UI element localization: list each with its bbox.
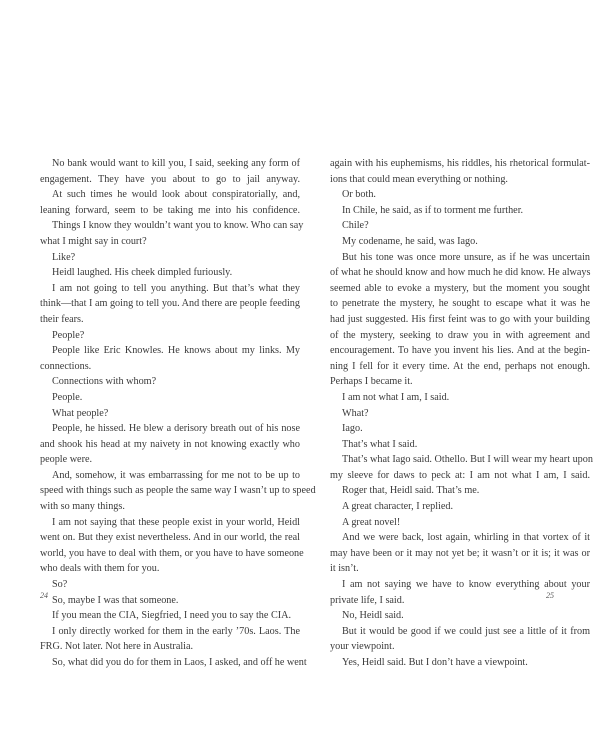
text-line: People like Eric Knowles. He knows about my links. My	[52, 345, 300, 357]
left-page-number: 24	[40, 591, 48, 600]
text-line: encouragement. To have you invent his lies. And at the begin-	[330, 345, 590, 357]
text-line: That’s what Iago said. Othello. But I will wear my heart upon	[342, 454, 593, 466]
text-line: and shook his head at my naivety in not knowing exactly who	[40, 438, 300, 450]
text-line: I am not going to tell you anything. But that’s what they	[52, 282, 300, 294]
text-line: Chile?	[342, 220, 369, 232]
text-line: Heidl laughed. His cheek dimpled furiously.	[52, 267, 233, 279]
text-line: Things I know they wouldn’t want you to know. Who can say	[52, 220, 304, 232]
text-line: leaning forward, seem to be taking me into his confidence.	[40, 204, 300, 216]
text-line: Yes, Heidl said. But I don’t have a viewpoint.	[342, 657, 528, 668]
text-line: private life, I said.	[330, 594, 405, 606]
text-line: world, you have to deal with them, or you have to have someone	[40, 547, 304, 559]
text-line: had just suggested. His first feint was to go with your building	[330, 313, 590, 325]
text-line: think—that I am going to tell you. And there are people feeding	[40, 298, 300, 310]
text-line: who deals with them for you.	[40, 563, 160, 575]
text-line: speed with things such as people the same way I wasn’t up to speed	[40, 485, 316, 497]
text-line: ions that could mean everything or nothing.	[330, 173, 508, 185]
right-page-number: 25	[546, 591, 554, 600]
text-line: people were.	[40, 454, 93, 466]
text-line: I am not saying that these people exist in your world, Heidl	[52, 516, 300, 528]
text-line: ning I fell for it every time. At the end, perhaps not enough.	[330, 360, 590, 372]
text-line: What?	[342, 407, 369, 419]
text-line: went on. But they exist nevertheless. And in our world, the real	[40, 532, 300, 544]
text-line: my sleeve for daws to peck at: I am not what I am, I said.	[330, 469, 590, 481]
text-line: And, somehow, it was embarrassing for me not to be up to	[52, 469, 300, 481]
text-line: your viewpoint.	[330, 641, 395, 653]
text-line: Or both.	[342, 189, 376, 201]
left-page	[40, 156, 316, 671]
text-line: People.	[52, 391, 83, 403]
text-line: But his tone was once more unsure, as if he was uncertain	[342, 251, 590, 263]
text-line: Perhaps I became it.	[330, 376, 413, 388]
text-line: may have been or it may not yet be; it wasn’t or it is; it was or	[330, 547, 590, 559]
text-line: People, he hissed. He blew a derisory breath out of his nose	[52, 423, 300, 435]
text-line: Connections with whom?	[52, 376, 157, 388]
text-line: So, maybe I was that someone.	[52, 594, 179, 606]
text-line: seemed able to evoke a mystery, but the moment you sought	[330, 282, 590, 294]
text-line: Like?	[52, 251, 76, 263]
text-line: again with his euphemisms, his riddles, his rhetorical formulat-	[330, 158, 590, 169]
text-line: In Chile, he said, as if to torment me further.	[342, 204, 524, 216]
text-line: A great character, I replied.	[342, 501, 454, 513]
text-line: At such times he would look about conspiratorially, and,	[52, 189, 300, 201]
text-line: If you mean the CIA, Siegfried, I need you to say the CIA.	[52, 610, 292, 622]
text-line: of what he should know and how much he did know. He always	[330, 267, 591, 279]
text-line: Iago.	[342, 423, 363, 435]
text-line: And we were back, lost again, whirling in that vortex of it	[342, 532, 590, 544]
text-line: I only directly worked for them in the early ’70s. Laos. The	[52, 625, 300, 637]
text-line: What people?	[52, 407, 109, 419]
text-line: I am not saying we have to know everything about your	[342, 579, 590, 591]
text-line: connections.	[40, 360, 92, 372]
text-line: I am not what I am, I said.	[342, 391, 450, 403]
text-line: That’s what I said.	[342, 438, 418, 450]
text-line: Roger that, Heidl said. That’s me.	[342, 485, 480, 497]
text-line: No, Heidl said.	[342, 610, 404, 622]
text-line: it isn’t.	[330, 563, 359, 575]
text-line: But it would be good if we could just see a little of it from	[342, 625, 590, 637]
text-line: with so many things.	[40, 501, 125, 513]
text-line: of the mystery, seeking to draw you in with agreement and	[330, 329, 590, 341]
text-line: engagement. They have you about to go to jail anyway.	[40, 173, 300, 185]
text-line: No bank would want to kill you, I said, seeking any form of	[52, 158, 300, 169]
text-line: what I might say in court?	[40, 235, 147, 247]
text-line: to penetrate the mystery, he sought to escape what it was he	[330, 298, 590, 310]
text-line: People?	[52, 329, 85, 341]
text-line: FRG. Not later. Not here in Australia.	[40, 641, 194, 653]
text-line: A great novel!	[342, 516, 401, 528]
text-line: My codename, he said, was Iago.	[342, 235, 478, 247]
text-line: So, what did you do for them in Laos, I asked, and off he went	[52, 657, 307, 668]
text-line: their fears.	[40, 313, 84, 325]
text-line: So?	[52, 579, 68, 591]
